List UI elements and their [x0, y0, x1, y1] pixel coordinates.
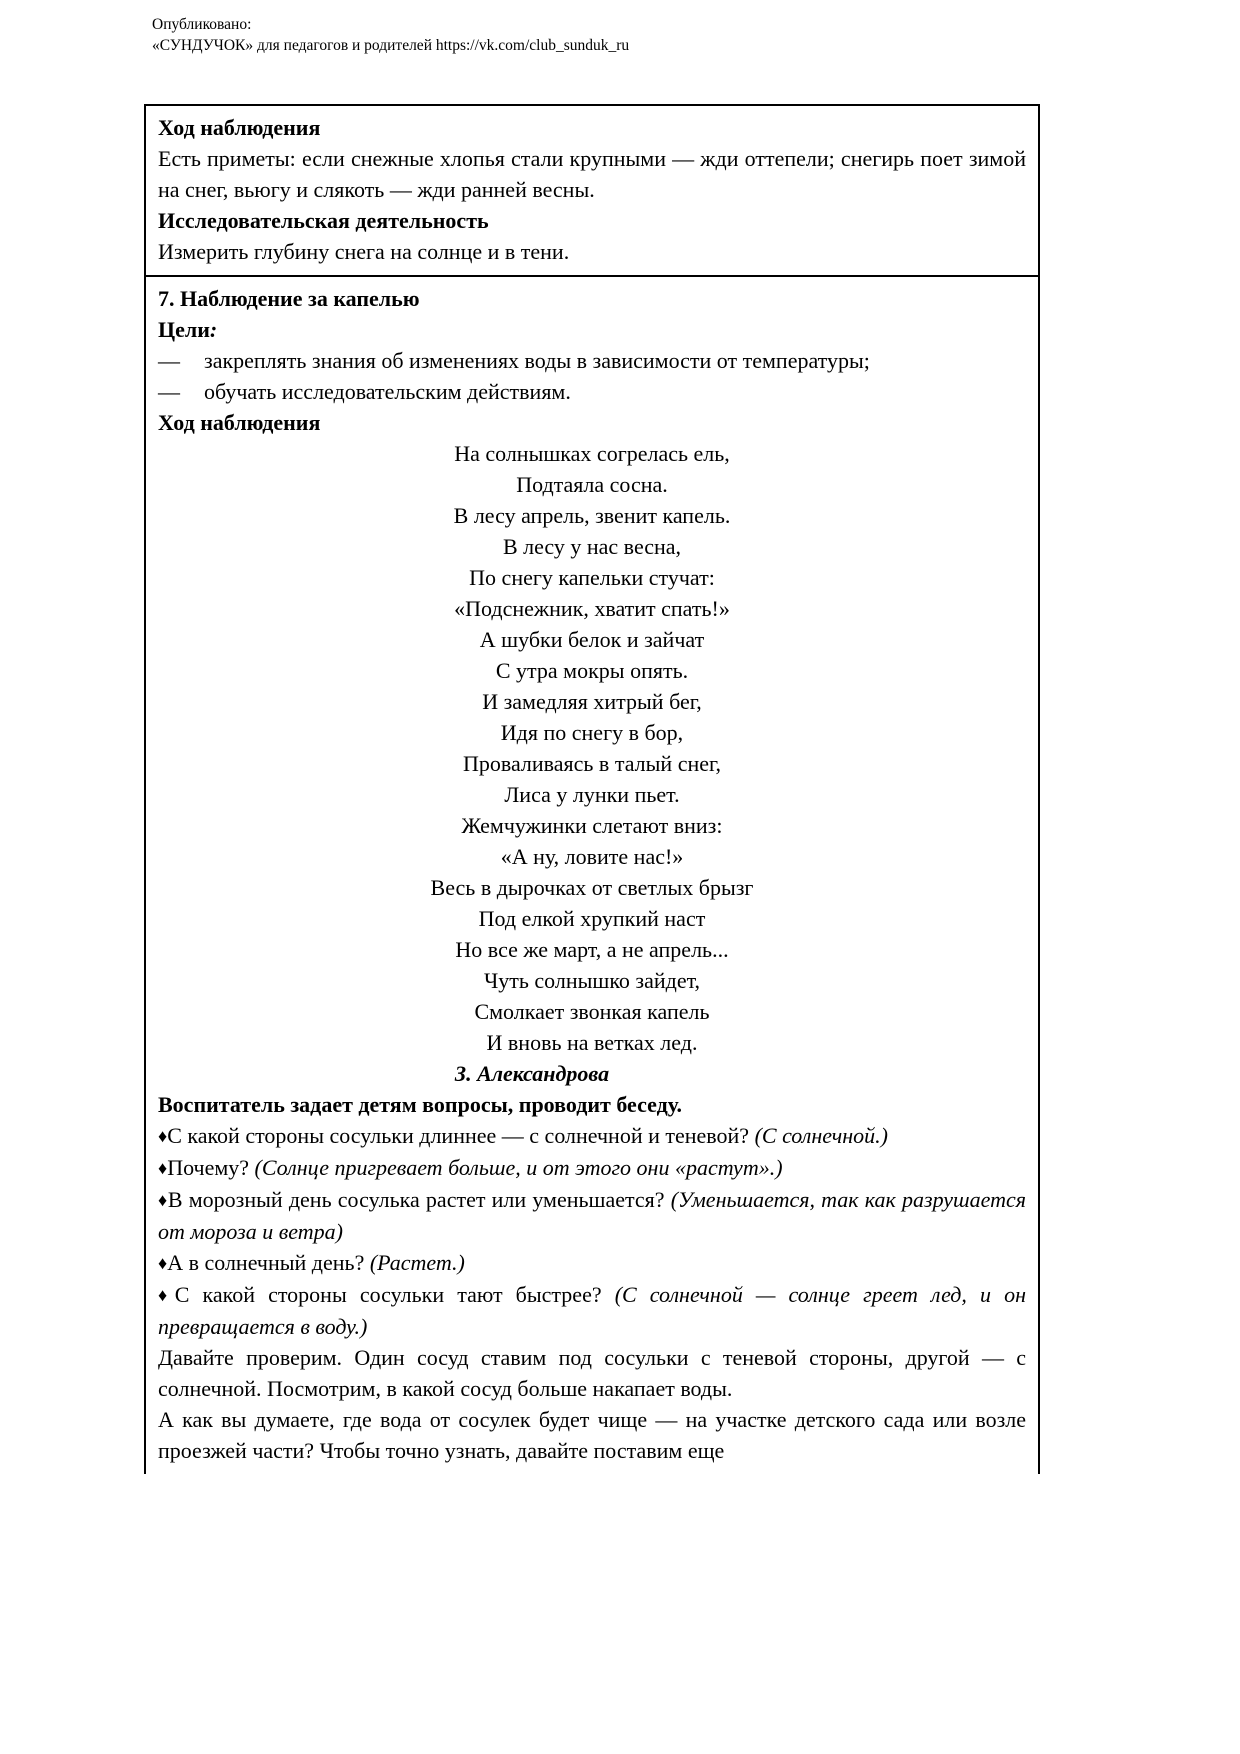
- poem-line: В лесу апрель, звенит капель.: [453, 503, 731, 528]
- publication-label: Опубликовано:: [152, 16, 252, 33]
- section-drip-observation: [146, 277, 1038, 1474]
- diamond-bullet-icon: ♦: [158, 1158, 168, 1178]
- list-item: [158, 1152, 1026, 1184]
- poem-line: Но все же март, а не апрель...: [455, 937, 729, 962]
- poem-line: С утра мокры опять.: [495, 658, 689, 683]
- closing-paragraphs: [158, 1342, 1026, 1466]
- publication-source: «СУНДУЧОК» для педагогов и родителей https://vk.com/club_sunduk_ru: [152, 37, 630, 54]
- poem-line: Под елкой хрупкий наст: [478, 906, 706, 931]
- document-frame: [144, 104, 1040, 1474]
- poem-line: «А ну, ловите нас!»: [500, 844, 684, 869]
- question-text: С какой стороны сосульки тают быстрее?: [174, 1282, 615, 1307]
- list-item: [158, 1184, 1026, 1247]
- research-activity-body: Измерить глубину снега на солнце и в тени.: [158, 239, 570, 264]
- process-heading: Ход наблюдения: [158, 410, 321, 435]
- poem-line: Чуть солнышко зайдет,: [483, 968, 701, 993]
- poem-line: На солнышках согрелась ель,: [454, 441, 730, 466]
- answer-text: (Уменьшается, так как разрушается от мороза и ветра): [158, 1187, 1027, 1244]
- goal-text: закреплять знания об изменениях воды в зависимости от температуры;: [204, 348, 870, 373]
- diamond-bullet-icon: ♦: [158, 1190, 168, 1210]
- poem-line: Лиса у лунки пьет.: [504, 782, 680, 807]
- poem-line: Жемчужинки слетают вниз:: [461, 813, 723, 838]
- question-text: В морозный день сосулька растет или уменьшается?: [167, 1187, 671, 1212]
- list-item: [158, 345, 1026, 376]
- poem-line: И замедляя хитрый бег,: [482, 689, 702, 714]
- poem-line: Идя по снегу в бор,: [500, 720, 684, 745]
- answer-text: (Растет.): [369, 1250, 465, 1275]
- goals-label-colon: :: [209, 317, 218, 342]
- poem-line: Проваливаясь в талый снег,: [462, 751, 722, 776]
- poem-line: Смолкает звонкая капель: [474, 999, 710, 1024]
- question-text: С какой стороны сосульки длиннее — с солнечной и теневой?: [167, 1123, 755, 1148]
- em-dash-marker: —: [158, 348, 180, 373]
- poem-line: Подтаяла сосна.: [516, 472, 668, 497]
- em-dash-marker: —: [158, 379, 180, 404]
- poem-line: А шубки белок и зайчат: [479, 627, 705, 652]
- diamond-bullet-icon: ♦: [158, 1253, 168, 1273]
- question-text: А в солнечный день?: [167, 1250, 370, 1275]
- poem-line: И вновь на ветках лед.: [486, 1030, 698, 1055]
- observation-heading: Ход наблюдения: [158, 115, 321, 140]
- poem-line: По снегу капельки стучат:: [469, 565, 715, 590]
- diamond-bullet-icon: ♦: [158, 1285, 175, 1305]
- poem-line: В лесу у нас весна,: [502, 534, 682, 559]
- publication-header: [152, 14, 1052, 56]
- drip-title: 7. Наблюдение за капелью: [158, 286, 420, 311]
- list-item: [158, 1247, 1026, 1279]
- closing-paragraph: А как вы думаете, где вода от сосулек будет чище — на участке детского сада или возле проезжей части? Чтобы точно узнать, давайте поставим еще: [158, 1407, 1026, 1463]
- goal-text: обучать исследовательским действиям.: [204, 379, 571, 404]
- section-observation: [146, 106, 1038, 277]
- goals-list: [158, 345, 1026, 407]
- poem: [158, 438, 1026, 1089]
- goals-label-text: Цели: [158, 317, 210, 342]
- observation-body: Есть приметы: если снежные хлопья стали крупными — жди оттепели; снегирь поет зимой на снег, вьюгу и слякоть — жди ранней весны.: [158, 146, 1026, 202]
- questions-list: [158, 1120, 1026, 1342]
- list-item: [158, 1279, 1026, 1342]
- question-text: Почему?: [167, 1155, 255, 1180]
- answer-text: (С солнечной — солнце греет лед, и он превращается в воду.): [158, 1282, 1026, 1339]
- answer-text: (С солнечной.): [754, 1123, 888, 1148]
- poem-author: З. Александрова: [454, 1061, 610, 1086]
- list-item: [158, 376, 1026, 407]
- diamond-bullet-icon: ♦: [158, 1126, 168, 1146]
- goals-label: [158, 314, 1026, 345]
- poem-line: Весь в дырочках от светлых брызг: [430, 875, 754, 900]
- list-item: [158, 1120, 1026, 1152]
- answer-text: (Солнце пригревает больше, и от этого они «растут».): [254, 1155, 783, 1180]
- research-activity-heading: Исследовательская деятельность: [158, 208, 489, 233]
- poem-line: «Подснежник, хватит спать!»: [454, 596, 730, 621]
- closing-paragraph: Давайте проверим. Один сосуд ставим под сосульки с теневой стороны, другой — с солнечной. Посмотрим, в какой сосуд больше накапает воды.: [158, 1345, 1026, 1401]
- questions-heading: Воспитатель задает детям вопросы, проводит беседу.: [158, 1092, 683, 1117]
